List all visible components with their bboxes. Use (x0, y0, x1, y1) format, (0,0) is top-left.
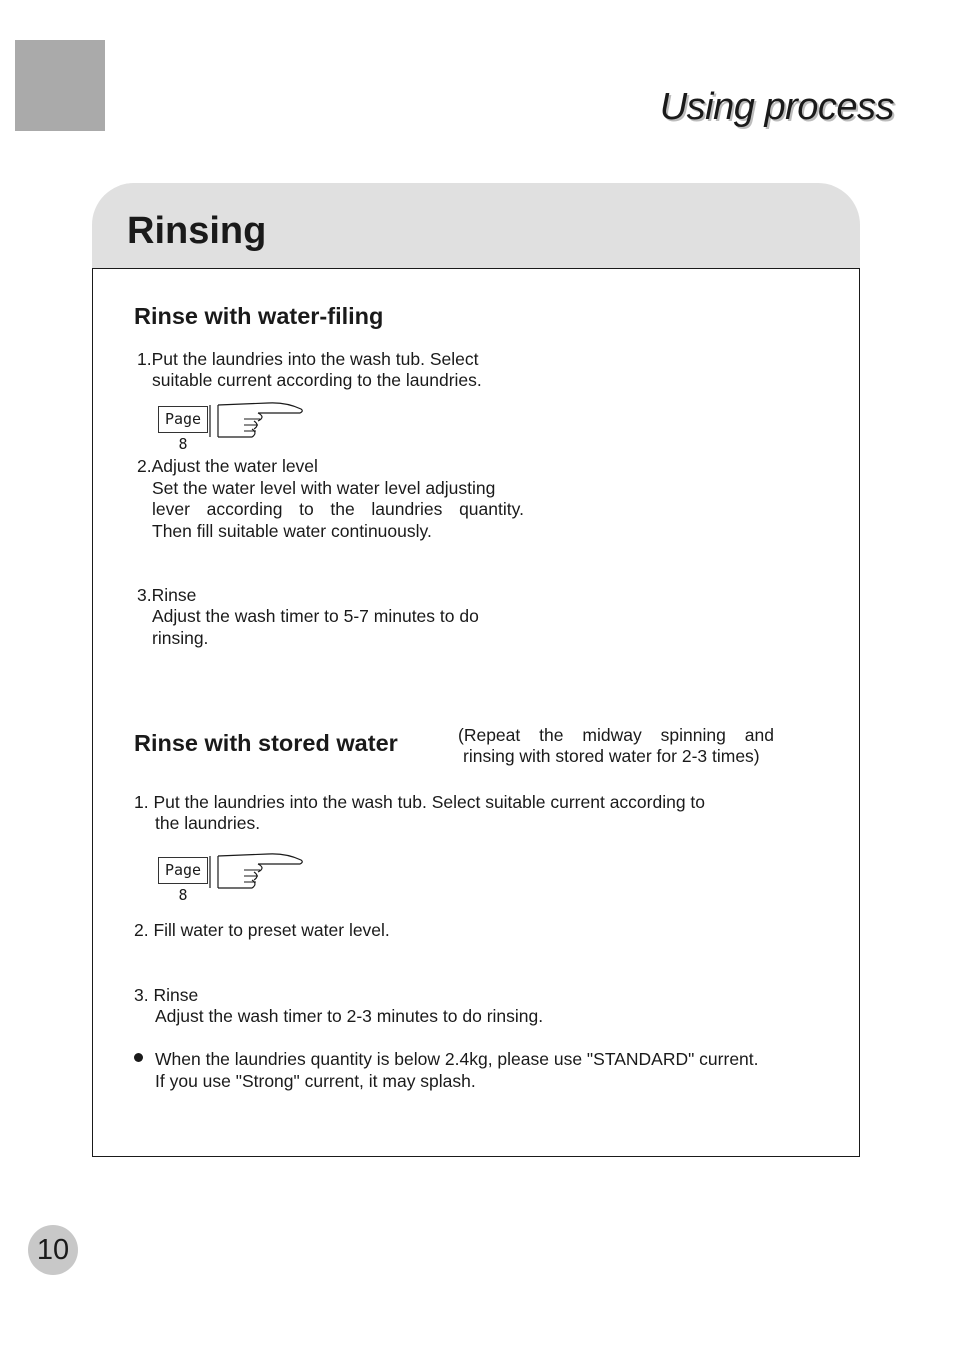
stored-step1-line1: 1. Put the laundries into the wash tub. Select suitable current according to (134, 792, 706, 812)
page-reference-filing[interactable] (158, 401, 304, 453)
filing-step2-line2: Set the water level with water level adjusting (152, 478, 496, 498)
bullet-dot-icon (134, 1053, 143, 1062)
filing-step3-line1: 3.Rinse (137, 585, 197, 605)
filing-step1-line2: suitable current according to the laundries. (152, 370, 482, 390)
stored-step1-line2: the laundries. (155, 813, 261, 833)
word: midway (582, 725, 642, 745)
section-title: Rinsing (127, 210, 267, 252)
word: laundries (371, 499, 443, 519)
stored-note-line2: rinsing with stored water for 2-3 times) (463, 746, 760, 766)
stored-tip-line1: When the laundries quantity is below 2.4kg, please use "STANDARD" current. (155, 1049, 759, 1069)
word: lever (152, 499, 190, 519)
page-number: 10 (28, 1225, 78, 1275)
stored-step2: 2. Fill water to preset water level. (134, 920, 390, 940)
page-reference-label: Page 8 (158, 406, 208, 433)
chapter-title: Using process (659, 86, 894, 128)
page-reference-label: Page 8 (158, 857, 208, 884)
filing-step3-line3: rinsing. (152, 628, 209, 648)
filing-step3-line2: Adjust the wash timer to 5-7 minutes to do (152, 606, 479, 626)
filing-step2-line4: Then fill suitable water continuously. (152, 521, 432, 541)
word: quantity. (459, 499, 524, 519)
stored-step3-line1: 3. Rinse (134, 985, 199, 1005)
word: spinning (660, 725, 726, 745)
word: (Repeat (458, 725, 521, 745)
word: the (539, 725, 564, 745)
word: according (206, 499, 283, 519)
subsection-title-water-filing: Rinse with water-filing (134, 303, 384, 329)
pointing-hand-icon (208, 401, 304, 439)
stored-note-line1 (458, 725, 774, 747)
filing-step2-line3 (152, 499, 524, 521)
stored-tip-line2: If you use "Strong" current, it may splash. (155, 1071, 476, 1091)
pointing-hand-icon (208, 852, 304, 890)
subsection-title-stored-water: Rinse with stored water (134, 730, 398, 756)
corner-block (15, 40, 105, 131)
filing-step1-line1: 1.Put the laundries into the wash tub. Select (137, 349, 479, 369)
word: and (744, 725, 774, 745)
filing-step2-line1: 2.Adjust the water level (137, 456, 318, 476)
word: the (330, 499, 355, 519)
stored-step3-line2: Adjust the wash timer to 2-3 minutes to do rinsing. (155, 1006, 544, 1026)
page-reference-stored[interactable] (158, 852, 304, 904)
word: to (299, 499, 314, 519)
